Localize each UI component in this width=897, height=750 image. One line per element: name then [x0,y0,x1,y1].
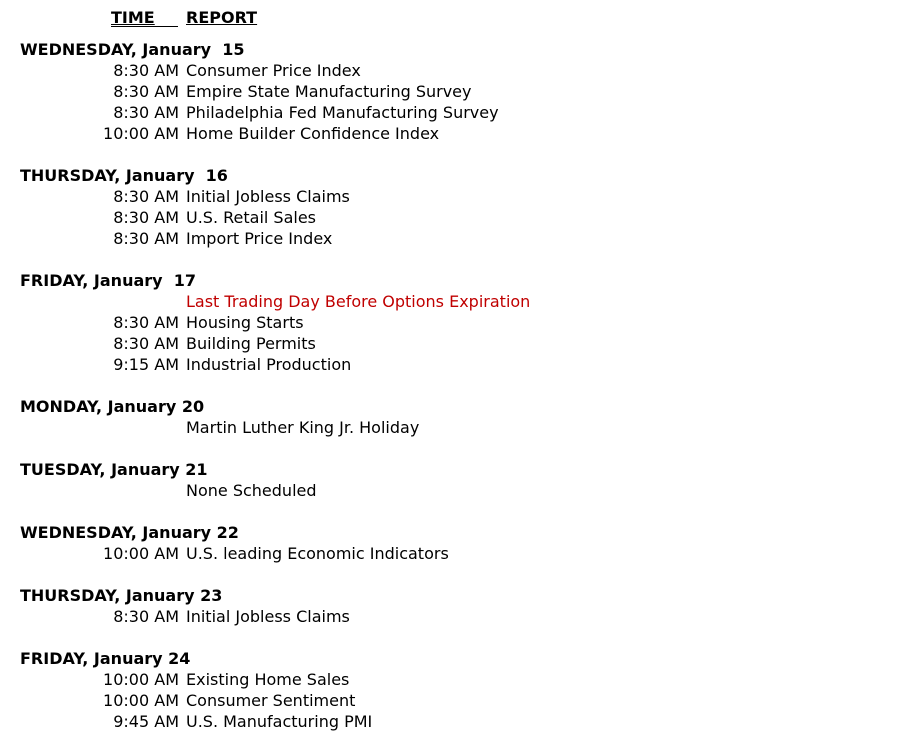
report-note: Last Trading Day Before Options Expiration [186,292,531,311]
day-title: TUESDAY, January 21 [20,460,208,479]
report-time: 8:30 AM [113,607,179,626]
report-time: 10:00 AM [103,670,179,689]
report-name: Philadelphia Fed Manufacturing Survey [186,103,499,122]
report-row [0,417,897,438]
day-title: THURSDAY, January 23 [20,586,223,605]
report-time: 10:00 AM [103,544,179,563]
day-title: FRIDAY, January 24 [20,649,191,668]
report-row [0,81,897,102]
report-name: U.S. Retail Sales [186,208,317,227]
time-column-header: TIME [111,7,178,27]
report-time: 10:00 AM [103,691,179,710]
day-title: MONDAY, January 20 [20,397,205,416]
report-name: Initial Jobless Claims [186,607,350,626]
report-row [0,123,897,144]
report-row [0,186,897,207]
report-name: Existing Home Sales [186,670,350,689]
report-name: Housing Starts [186,313,304,332]
report-row [0,480,897,501]
report-time: 9:45 AM [113,712,179,731]
report-row [0,711,897,732]
report-name: None Scheduled [186,481,317,500]
report-name: U.S. Manufacturing PMI [186,712,373,731]
day-title: FRIDAY, January 17 [20,271,196,290]
report-name: Building Permits [186,334,316,353]
report-row [0,60,897,81]
report-row [0,312,897,333]
report-time: 8:30 AM [113,229,179,248]
report-name: Import Price Index [186,229,333,248]
report-row [0,333,897,354]
report-time: 8:30 AM [113,187,179,206]
day-title: WEDNESDAY, January 15 [20,40,245,59]
report-name: Consumer Sentiment [186,691,356,710]
report-row [0,606,897,627]
report-name: Martin Luther King Jr. Holiday [186,418,420,437]
report-time: 8:30 AM [113,313,179,332]
report-column-header: REPORT [186,8,258,27]
report-name: Empire State Manufacturing Survey [186,82,472,101]
report-time: 8:30 AM [113,61,179,80]
report-row [0,354,897,375]
report-name: Home Builder Confidence Index [186,124,440,143]
report-time: 8:30 AM [113,103,179,122]
day-title: THURSDAY, January 16 [20,166,228,185]
report-row [0,291,897,312]
report-row [0,228,897,249]
report-row [0,207,897,228]
report-time: 8:30 AM [113,82,179,101]
report-row [0,102,897,123]
report-row [0,669,897,690]
report-time: 10:00 AM [103,124,179,143]
report-row [0,543,897,564]
report-name: Consumer Price Index [186,61,361,80]
report-name: Industrial Production [186,355,352,374]
day-title: WEDNESDAY, January 22 [20,523,239,542]
column-header [0,7,400,28]
report-row [0,690,897,711]
report-time: 9:15 AM [113,355,179,374]
report-time: 8:30 AM [113,208,179,227]
report-name: Initial Jobless Claims [186,187,350,206]
report-time: 8:30 AM [113,334,179,353]
report-name: U.S. leading Economic Indicators [186,544,449,563]
